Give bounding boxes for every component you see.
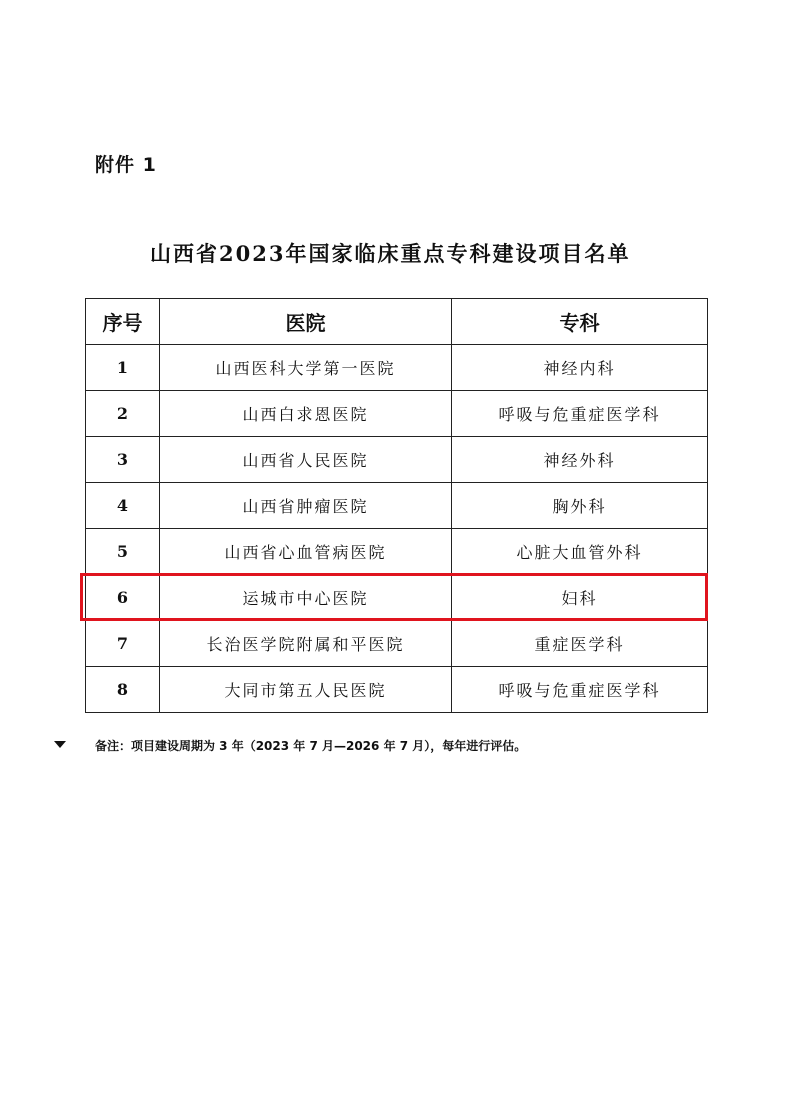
hospital-list-table-container: [85, 298, 707, 713]
row-specialty: 重症医学科: [452, 621, 708, 667]
row-hospital: 大同市第五人民医院: [160, 667, 452, 713]
hospital-list-table: [85, 298, 708, 713]
table-row: [86, 345, 708, 391]
table-row: [86, 667, 708, 713]
table-row: [86, 483, 708, 529]
table-row: [86, 391, 708, 437]
row-hospital: 山西医科大学第一医院: [160, 345, 452, 391]
table-row-highlighted: [86, 575, 708, 621]
triangle-down-icon: [54, 741, 66, 748]
row-number: 4: [86, 483, 160, 529]
row-specialty: 心脏大血管外科: [452, 529, 708, 575]
row-number: 8: [86, 667, 160, 713]
row-specialty: 呼吸与危重症医学科: [452, 391, 708, 437]
row-hospital: 山西省心血管病医院: [160, 529, 452, 575]
table-row: [86, 621, 708, 667]
row-hospital: 山西省人民医院: [160, 437, 452, 483]
row-number: 3: [86, 437, 160, 483]
document-title: 山西省2023年国家临床重点专科建设项目名单: [150, 241, 631, 266]
row-number: 1: [86, 345, 160, 391]
row-specialty: 呼吸与危重症医学科: [452, 667, 708, 713]
row-number: 7: [86, 621, 160, 667]
header-hospital: 医院: [160, 299, 452, 345]
row-hospital: 山西白求恩医院: [160, 391, 452, 437]
table-row: [86, 437, 708, 483]
row-number: 2: [86, 391, 160, 437]
header-serial-number: 序号: [86, 299, 160, 345]
table-header-row: [86, 299, 708, 345]
row-number: 5: [86, 529, 160, 575]
row-hospital: 山西省肿瘤医院: [160, 483, 452, 529]
row-hospital: 长治医学院附属和平医院: [160, 621, 452, 667]
row-hospital: 运城市中心医院: [160, 575, 452, 621]
row-specialty: 妇科: [452, 575, 708, 621]
attachment-label: 附件 1: [95, 154, 157, 176]
row-specialty: 胸外科: [452, 483, 708, 529]
table-row: [86, 529, 708, 575]
row-number: 6: [86, 575, 160, 621]
footnote: 备注：项目建设周期为 3 年（2023 年 7 月—2026 年 7 月），每年进行评估。: [95, 739, 527, 753]
row-specialty: 神经内科: [452, 345, 708, 391]
header-specialty: 专科: [452, 299, 708, 345]
row-specialty: 神经外科: [452, 437, 708, 483]
